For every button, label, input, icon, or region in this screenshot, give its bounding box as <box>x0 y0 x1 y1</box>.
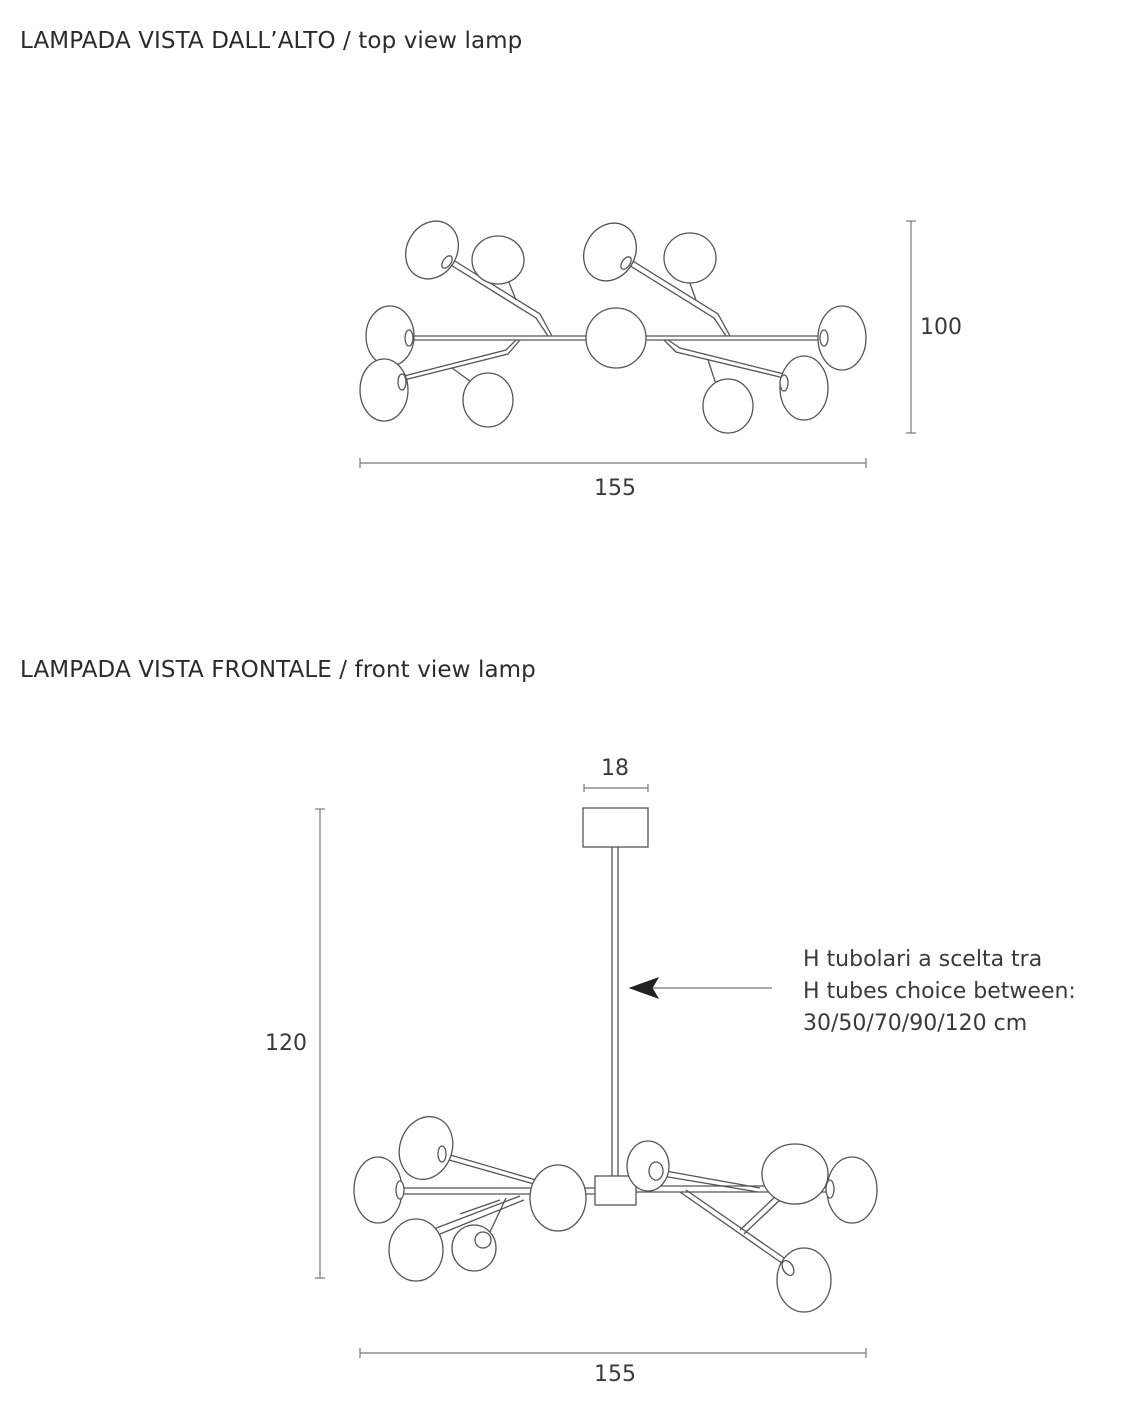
top-width-dimension <box>360 458 866 468</box>
tube-height-note <box>803 944 1076 1040</box>
top-width-label: 155 <box>594 476 636 501</box>
front-height-dimension <box>315 809 325 1278</box>
canopy-width-dimension <box>584 784 648 792</box>
note-line-english: H tubes choice between: <box>803 979 1076 1004</box>
front-width-label: 155 <box>594 1362 636 1387</box>
tube-callout-arrow <box>630 978 772 998</box>
front-view-title: LAMPADA VISTA FRONTALE / front view lamp <box>20 657 536 683</box>
front-width-dimension <box>360 1348 866 1358</box>
top-view-title: LAMPADA VISTA DALL’ALTO / top view lamp <box>20 28 523 54</box>
central-hub <box>595 1176 636 1205</box>
front-view-lamp <box>354 808 877 1312</box>
top-depth-dimension <box>906 221 916 433</box>
top-depth-label: 100 <box>920 315 962 340</box>
note-line-options: 30/50/70/90/120 cm <box>803 1011 1028 1036</box>
top-view-lamp <box>360 212 866 433</box>
canopy-width-label: 18 <box>601 756 629 781</box>
note-line-italian: H tubolari a scelta tra <box>803 947 1043 972</box>
front-height-label: 120 <box>265 1031 307 1056</box>
ceiling-canopy <box>583 808 648 847</box>
